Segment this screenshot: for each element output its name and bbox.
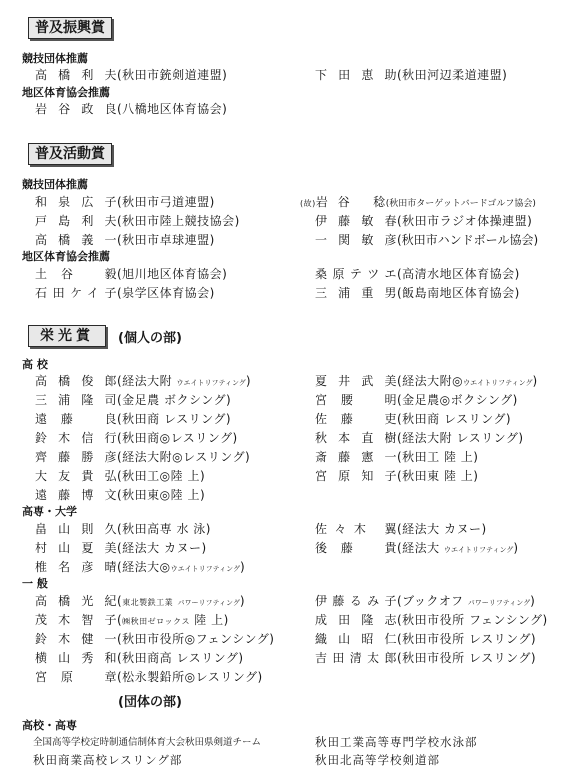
awardee-affiliation: (高清水地区体育協会) [397,267,520,281]
awardee-entry [300,193,536,210]
awardee-name: 三浦隆司 [35,393,117,407]
awardee-affiliation: (秋田市役所 レスリング) [397,632,537,646]
awardee-affiliation: (秋田商◎レスリング) [117,431,238,445]
awardee-entry [315,429,524,446]
awardee-name: 宮腰 明 [315,393,397,407]
section-heading-fukyu-shinko: 普及振興賞 [28,17,112,39]
awardee-affiliation: (秋田市役所 レスリング) [397,651,537,665]
awardee-name: 茂木智子 [35,613,117,627]
awardee-affiliation: (秋田市ハンドボール協会) [397,233,539,247]
awardee-affiliation: (秋田市役所 フェンシング) [397,613,548,627]
awardee-affiliation: (秋田市弓道連盟) [117,195,215,209]
awardee-name: 桑原テツエ [315,267,397,281]
awardee-name: 岩 谷 政 良 [35,102,117,116]
awardee-name: 岩谷 稔 [315,195,386,209]
awardee-affiliation: (秋田工 陸 上) [397,450,479,464]
awardee-affiliation: (経法大附 ウエイトリフティング) [117,374,251,388]
awardee-name: 高橋義一 [35,233,117,247]
awardee-affiliation: (金足農◎ボクシング) [397,393,518,407]
section-heading-eiko: 栄光賞 [28,325,106,347]
awardee-name: 伊藤るみ子 [315,594,397,608]
awardee-name: 夏井武美 [315,374,397,388]
awardee-entry [35,520,211,537]
awardee-name: 鈴木信行 [35,431,117,445]
awardee-entry [315,212,532,229]
awardee-affiliation: (経法大附◎ウエイトリフティング) [397,374,538,388]
awardee-affiliation: (秋田市ラジオ体操連盟) [397,214,533,228]
awardee-affiliation: (秋田商 レスリング) [397,412,512,426]
category-label: 高校・高専 [22,719,77,732]
awardee-name: 斎藤憲一 [315,450,397,464]
awardee-name: 遠藤 良 [35,412,117,426]
awardee-affiliation: (飯島南地区体育協会) [397,286,520,300]
awardee-affiliation: (東北製鉄工業 パワーリフティング) [117,594,246,608]
category-label: 競技団体推薦 [22,52,88,65]
awardee-entry [35,649,244,666]
awardee-affiliation: (秋田東◎陸 上) [117,488,206,502]
awardee-name: 土谷 毅 [35,267,117,281]
awardee-entry [35,265,227,282]
section-heading-fukyu-katsudo: 普及活動賞 [28,143,112,165]
awardee-affiliation: (泉学区体育協会) [117,286,215,300]
awardee-entry [315,520,487,537]
team-entry: 全国高等学校定時制通信制体育大会秋田県剣道チーム [33,737,262,748]
awardee-name: 織山昭仁 [315,632,397,646]
awardee-name: 高橋光紀 [35,594,117,608]
awardee-entry [35,668,263,685]
awardee-name: 椎名彦晴 [35,560,117,574]
awardee-name: 和泉広子 [35,195,117,209]
awardee-name: 鈴木健一 [35,632,117,646]
awardee-affiliation: (秋田市卓球連盟) [117,233,215,247]
awardee-name: 高橋俊郎 [35,374,117,388]
awardee-affiliation: (秋田市ターゲットバードゴルフ協会) [385,199,536,209]
awardee-affiliation: (ブックオフ パワーリフティング) [397,594,536,608]
awardee-entry [35,100,227,117]
awardee-entry [35,410,231,427]
awardee-entry [315,539,519,556]
awardee-affiliation: (秋田高専 水 泳) [117,522,211,536]
awardee-name: 大友貴弘 [35,469,117,483]
section-subheading: (団体の部) [118,695,182,710]
awardee-entry [315,649,536,666]
category-label: 地区体育協会推薦 [22,86,110,99]
awardee-entry [315,372,538,389]
awardee-entry [35,391,231,408]
awardee-entry [315,231,538,248]
awardee-affiliation: (㈱秋田ゼロックス 陸 上) [117,613,229,627]
awardee-entry [35,284,215,301]
awardee-name: 伊藤敏春 [315,214,397,228]
category-label: 地区体育協会推薦 [22,250,110,263]
awardee-affiliation: (松永製鉛所◎レスリング) [117,670,263,684]
awardee-affiliation: (経法大 ウエイトリフティング) [397,541,519,555]
awardee-name: 一関敏彦 [315,233,397,247]
awardee-entry [35,429,238,446]
awardee-entry [315,592,535,609]
awardee-entry [315,630,536,647]
awardee-entry [35,630,274,647]
awardee-entry [315,611,548,628]
awardee-name: 戸島利夫 [35,214,117,228]
awardee-name: 三浦重男 [315,286,397,300]
awardee-name: 宮原知子 [315,469,397,483]
awardee-name: 高 橋 利 夫 [35,68,117,82]
awardee-affiliation: (経法大附◎レスリング) [117,450,251,464]
awardee-name: 秋本直樹 [315,431,397,445]
section-subheading: (個人の部) [118,331,182,346]
awardee-entry [35,193,215,210]
awardee-entry [35,558,245,575]
awardee-entry [35,66,227,83]
awardee-name: 佐藤 吏 [315,412,397,426]
deceased-mark: (故) [300,199,316,208]
awardee-name: 佐々木 翼 [315,522,397,536]
awardee-entry [35,486,205,503]
awardee-name: 成田隆志 [315,613,397,627]
category-label: 一 般 [22,577,48,590]
awardee-entry [315,66,507,83]
awardee-name: 下 田 恵 助 [315,68,397,82]
awardee-name: 吉田清太郎 [315,651,397,665]
awardee-affiliation: (経法大 カヌー) [397,522,487,536]
awardee-affiliation: (秋田工◎陸 上) [117,469,206,483]
awardee-affiliation: (秋田河辺柔道連盟) [397,68,508,82]
awardee-affiliation: (経法大附 レスリング) [397,431,524,445]
awardee-entry [315,448,479,465]
awardee-affiliation: (秋田市銃剣道連盟) [117,68,228,82]
awardee-affiliation: (秋田市陸上競技協会) [117,214,240,228]
awardee-entry [35,372,251,389]
awardee-name: 村山夏美 [35,541,117,555]
awardee-entry [35,212,240,229]
category-label: 高専・大学 [22,505,77,518]
awardee-affiliation: (秋田東 陸 上) [397,469,479,483]
awardee-entry [315,467,479,484]
awardee-name: 石田ケイ子 [35,286,117,300]
awardee-name: 宮原 章 [35,670,117,684]
awardee-entry [315,410,511,427]
awardee-name: 齊藤勝彦 [35,450,117,464]
team-entry: 秋田商業高校レスリング部 [33,753,183,767]
awardee-affiliation: (秋田市役所◎フェンシング) [117,632,275,646]
awardee-affiliation: (旭川地区体育協会) [117,267,228,281]
awardee-entry [315,284,520,301]
awardee-name: 畠山則久 [35,522,117,536]
awardee-entry [35,592,245,609]
awardee-entry [35,611,229,628]
awardee-entry [315,265,520,282]
awardee-affiliation: (八橋地区体育協会) [117,102,228,116]
awardee-name: 横山秀和 [35,651,117,665]
awardee-affiliation: (経法大◎ウエイトリフティング) [117,560,246,574]
awardee-affiliation: (経法大 カヌー) [117,541,207,555]
awardee-name: 後藤 貴 [315,541,397,555]
awardee-entry [315,391,518,408]
category-label: 競技団体推薦 [22,178,88,191]
awardee-affiliation: (金足農 ボクシング) [117,393,232,407]
awardee-entry [35,231,215,248]
awardee-name: 遠藤博文 [35,488,117,502]
awardee-affiliation: (秋田商高 レスリング) [117,651,244,665]
category-label: 高 校 [22,358,48,371]
awardee-entry [35,539,207,556]
awardee-affiliation: (秋田商 レスリング) [117,412,232,426]
awardee-entry [35,467,205,484]
awardee-entry [35,448,250,465]
team-entry: 秋田北高等学校剣道部 [315,753,440,767]
team-entry: 秋田工業高等専門学校水泳部 [315,735,478,749]
